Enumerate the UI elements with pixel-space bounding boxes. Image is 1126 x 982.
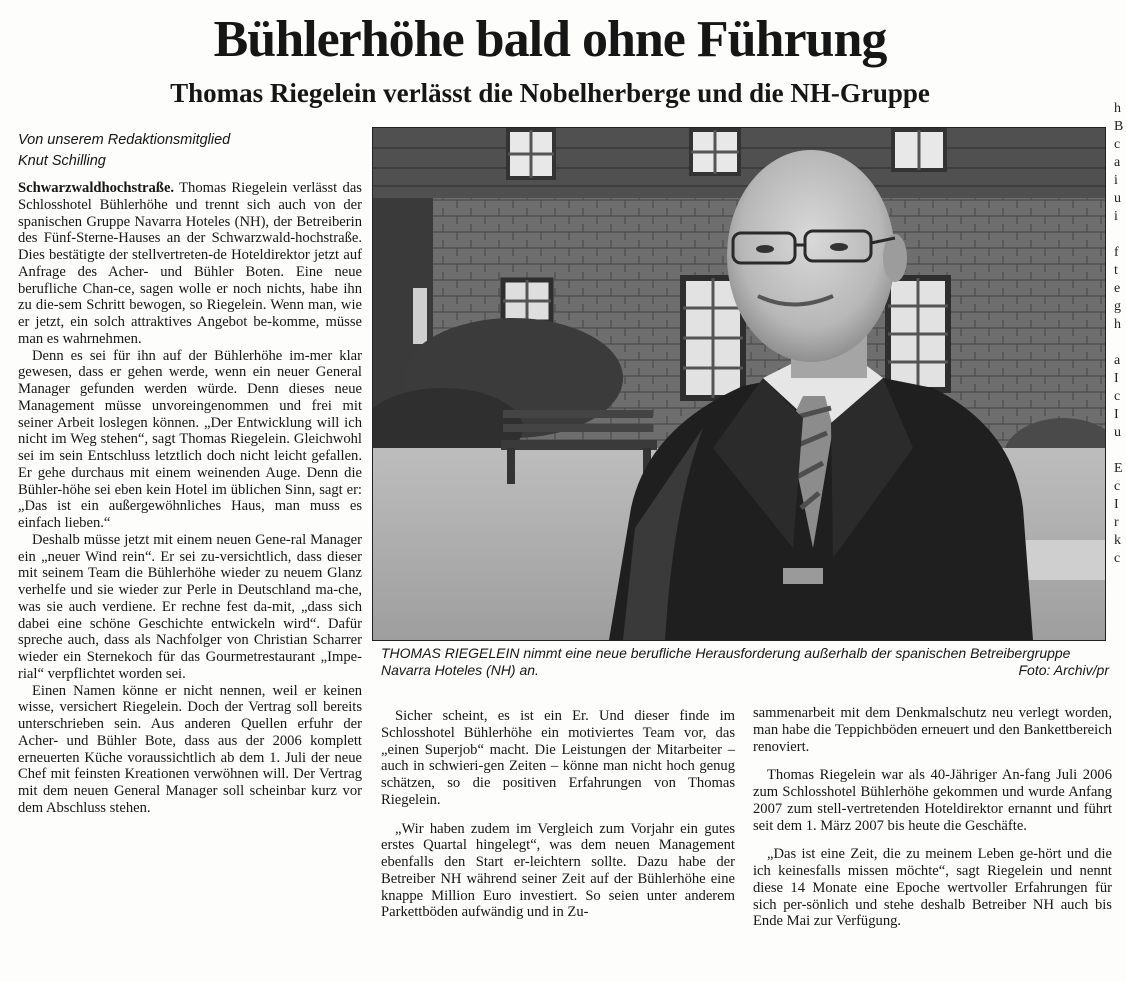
photo-portrait-image <box>373 128 1105 640</box>
paragraph: „Das ist eine Zeit, die zu meinem Leben ge-hört und die ich keinesfalls missen möchte“, sagt Riegelein und nennt diese 14 Monate eine Epoche wertvoller Erfahrungen für sich per-sönlich und stehe deshalb Betreiber NH auch bis Ende Mai zur Verfügung. <box>753 846 1112 930</box>
photo-caption <box>381 645 1109 679</box>
paragraph: Thomas Riegelein war als 40-Jähriger An-fang Juli 2006 zum Schlosshotel Bühlerhöhe gekommen und wurde Anfang 2007 zum stell-vertretenden Hoteldirektor ernannt und führt seit dem 1. März 2007 bis heute die Geschäfte. <box>753 767 1112 834</box>
article-column-2 <box>381 708 735 921</box>
paragraph: Denn es sei für ihn auf der Bühlerhöhe im-mer klar gewesen, dass er gehen werde, wenn ein neuer General Manager gefunden werden würde. Denn dieses neue Management müsse unvoreingenommen und frei mit seiner Arbeit loslegen können. „Der Entwicklung will ich nicht im Weg stehen“, sagt Thomas Riegelein. Gleichwohl sei im sein Entschluss letztlich doch nicht leicht gefallen. Er gehe durchaus mit einem weinenden Auge. Denn die Bühler-höhe sei eben kein Hotel im üblichen Sinn, sagt er: „Das ist ein außergewöhnliches Haus, man muss es einfach lieben.“ <box>18 347 362 531</box>
article-photo <box>372 127 1106 641</box>
byline-role: Von unserem Redaktionsmitglied <box>18 132 231 148</box>
dateline: Schwarzwaldhochstraße. <box>18 180 175 196</box>
article-column-1 <box>18 180 362 817</box>
paragraph: sammenarbeit mit dem Denkmalschutz neu verlegt worden, man habe die Teppichböden erneuert und den Bankettbereich renoviert. <box>753 705 1112 755</box>
byline <box>18 130 368 172</box>
paragraph: „Wir haben zudem im Vergleich zum Vorjahr ein gutes erstes Quartal hingelegt“, was dem neuen Management ebenfalls den Start er-leichtern sollte. Dazu habe der Betreiber NH während seiner Zeit auf der Bühlerhöhe eine knappe Million Euro investiert. So seien unter anderem Parkettböden aufwändig und in Zu- <box>381 820 735 921</box>
article-column-3 <box>753 705 1112 930</box>
paragraph <box>18 180 362 348</box>
headline: Bühlerhöhe bald ohne Führung <box>213 11 887 68</box>
adjacent-article-fragment: h B c a i u i f t e g h a I c I u E c I r k c <box>1114 101 1124 566</box>
subheadline: Thomas Riegelein verlässt die Nobelherberge und die NH-Gruppe <box>170 78 930 108</box>
paragraph-text: Thomas Riegelein verlässt das Schlosshotel Bühlerhöhe und trennt sich auch von der spanischen Gruppe Navarra Hoteles (NH), der Betreiberin des Fünf-Sterne-Hauses an der Schwarzwald-hochstraße. Dies bestätigte der stellvertreten-de Hoteldirektor jetzt auf Anfrage des Acher- und Bühler Boten. Eine neue berufliche Chan-ce, sagen wolle er noch nichts, habe ihn zu die-sem Schritt bewogen, so Riegelein. Wenn man, wie er jetzt, ein solch attraktives Angebot be-komme, müsse man es wahrnehmen. <box>18 180 362 347</box>
paragraph: Deshalb müsse jetzt mit einem neuen Gene-ral Manager ein „neuer Wind rein“. Er sei zu-versichtlich, dass dieser mit seinem Team die Bühlerhöhe wieder zu neuem Glanz verhelfe und sie wieder zur Perle in Deutschland ma-che, was sie auch verdiene. Er rechne fest da-mit, „dass sich dabei eine schöne Geschichte entwickeln wird“. Dafür spreche auch, dass als Nachfolger von Christian Scharrer wieder ein Sternekoch für das Gourmetrestaurant „Impe-rial“ verpflichtet worden sei. <box>18 531 362 682</box>
photo-credit: Foto: Archiv/pr <box>1018 662 1109 678</box>
paragraph: Sicher scheint, es ist ein Er. Und dieser finde im Schlosshotel Bühlerhöhe ein motiviertes Team vor, das „einen Superjob“ macht. Die Leistungen der Mitarbeiter – auch in schwieri-gen Zeiten – könne man nicht hoch genug schätzen, so die positiven Erfahrungen von Thomas Riegelein. <box>381 708 735 808</box>
byline-author: Knut Schilling <box>18 153 106 169</box>
paragraph: Einen Namen könne er nicht nennen, weil er keinen wisse, versichert Riegelein. Doch der Vertrag soll bereits unterschrieben sein. Aus anderen Quellen erfuhr der Acher- und Bühler Bote, dass aus der 2006 komplett erneuerten Küche voraussichtlich ab dem 1. Juli der neue Chef mit feinsten Kreationen verwöhnen will. Der Vertrag mit dem neuen General Manager soll scheinbar kurz vor dem Abschluss stehen. <box>18 682 362 816</box>
caption-text: THOMAS RIEGELEIN nimmt eine neue berufliche Herausforderung außerhalb der spanischen Betreibergruppe Navarra Hoteles (NH) an. <box>381 645 1071 678</box>
